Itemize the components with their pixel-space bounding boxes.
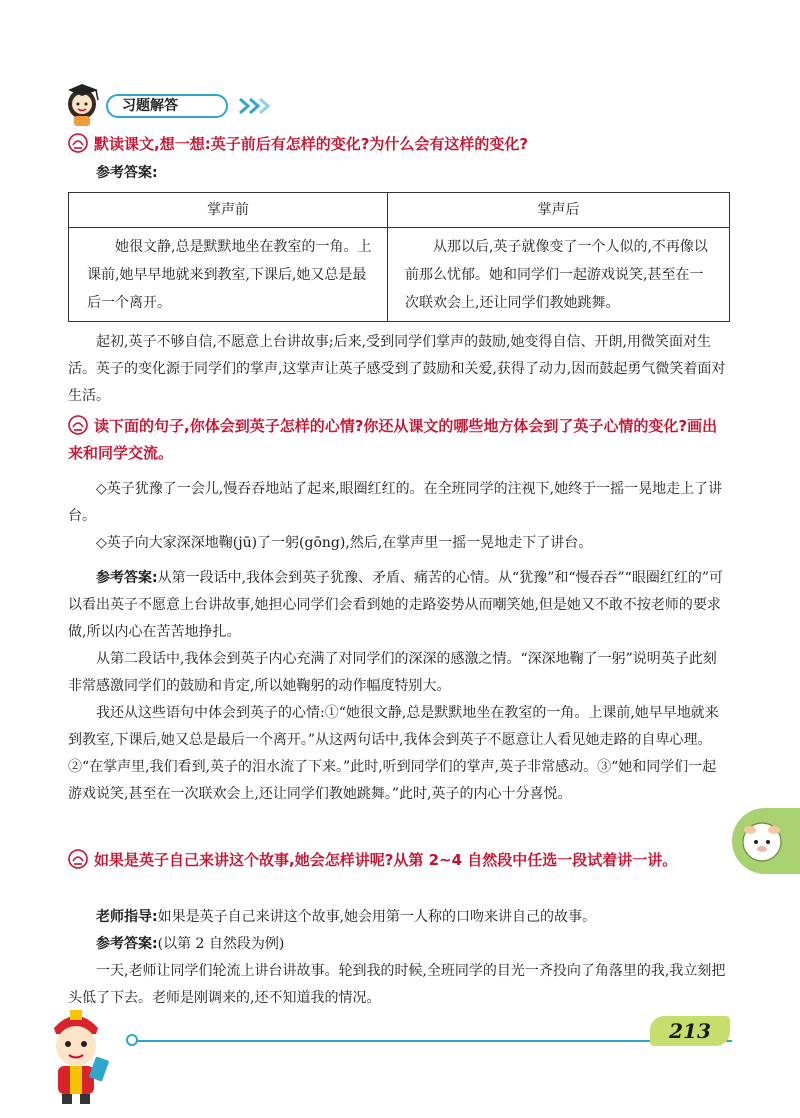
q2-answer-p1: 从第一段话中,我体会到英子犹豫、矛盾、痛苦的心情。从“犹豫”和“慢吞吞”“眼圈红红的”可以看出英子不愿意上台讲故事,她担心同学们会看到她的走路姿势从而嘲笑她,但是她又不敢不按老师的要求做,所以内心在苦苦地挣扎。 (68, 570, 724, 640)
question-1-text: 默读课文,想一想:英子前后有怎样的变化?为什么会有这样的变化? (94, 135, 529, 153)
q2-answer-label: 参考答案: (96, 570, 158, 586)
q3-guide-label: 老师指导: (96, 909, 158, 925)
question-2 (68, 413, 728, 467)
question-3-text: 如果是英子自己来讲这个故事,她会怎样讲呢?从第 2~4 自然段中任选一段试着讲一讲。 (94, 851, 678, 869)
table-header-before: 掌声前 (207, 202, 249, 218)
student-girl-icon (62, 82, 104, 128)
q2-answer (68, 565, 730, 808)
side-tab (732, 808, 800, 874)
q1-summary-text: 起初,英子不够自信,不愿意上台讲故事;后来,受到同学们掌声的鼓励,她变得自信、开朗,用微笑面对生活。英子的变化源于同学们的掌声,这掌声让英子感受到了鼓励和关爱,获得了动力,因而鼓起勇气微笑着面对生活。 (68, 334, 726, 404)
question-2-text: 读下面的句子,你体会到英子怎样的心情?你还从课文的哪些地方体会到了英子心情的变化?画出来和同学交流。 (68, 417, 718, 462)
question-3 (68, 847, 728, 874)
section-header (62, 82, 322, 128)
q3-answer (68, 904, 730, 1012)
table-cell-before: 她很文静,总是默默地坐在教室的一角。上课前,她早早地就来到教室,下课后,她又总是最后一个离开。 (87, 239, 372, 311)
quote-2: ◇英子向大家深深地鞠(jū)了一躬(gōng),然后,在掌声里一摇一晃地走下了讲台。 (96, 535, 593, 551)
question-marker-icon (68, 415, 88, 435)
q1-summary (68, 329, 730, 410)
question-marker-icon (68, 849, 88, 869)
q3-answer-text: 一天,老师让同学们轮流上讲台讲故事。轮到我的时候,全班同学的目光一齐投向了角落里的我,我立刻把头低了下去。老师是刚调来的,还不知道我的情况。 (68, 963, 726, 1006)
q3-answer-label: 参考答案: (96, 936, 158, 952)
table-header-after: 掌声后 (537, 202, 580, 218)
footer-line (132, 1040, 732, 1042)
table-cell-after: 从那以后,英子就像变了一个人似的,不再像以前那么忧郁。她和同学们一起游戏说笑,甚至在一次联欢会上,还让同学们教她跳舞。 (405, 239, 708, 311)
page-number: 213 (650, 1016, 730, 1046)
q1-answer-label: 参考答案: (96, 165, 158, 181)
quote-1: ◇英子犹豫了一会儿,慢吞吞地站了起来,眼圈红红的。在全班同学的注视下,她终于一摇一晃地走上了讲台。 (68, 481, 723, 524)
q3-guide-text: 如果是英子自己来讲这个故事,她会用第一人称的口吻来讲自己的故事。 (157, 909, 597, 925)
question-marker-icon (68, 133, 88, 153)
comparison-table (68, 192, 730, 322)
cartoon-boy-icon (40, 1000, 112, 1106)
sheep-icon (738, 816, 786, 866)
q3-answer-note: (以第 2 自然段为例) (157, 936, 285, 952)
q2-quotes (68, 476, 730, 557)
q2-answer-p2: 从第二段话中,我体会到英子内心充满了对同学们的深深的感激之情。“深深地鞠了一躬”说明英子此刻非常感激同学们的鼓励和肯定,所以她鞠躬的动作幅度特别大。 (68, 651, 717, 694)
section-title: 习题解答 (106, 94, 228, 118)
double-chevron-right-icon (238, 97, 272, 115)
q2-answer-p3: 我还从这些语句中体会到英子的心情:①“她很文静,总是默默地坐在教室的一角。上课前,她早早地就来到教室,下课后,她又总是最后一个离开。”从这两句话中,我体会到英子不愿意让人看见她走路的自卑心理。②“在掌声里,我们看到,英子的泪水流了下来。”此时,听到同学们的掌声,英子非常感动。③“她和同学们一起游戏说笑,甚至在一次联欢会上,还让同学们教她跳舞。”此时,英子的内心十分喜悦。 (68, 705, 719, 802)
question-1 (68, 131, 728, 158)
footer-dot (126, 1034, 138, 1046)
